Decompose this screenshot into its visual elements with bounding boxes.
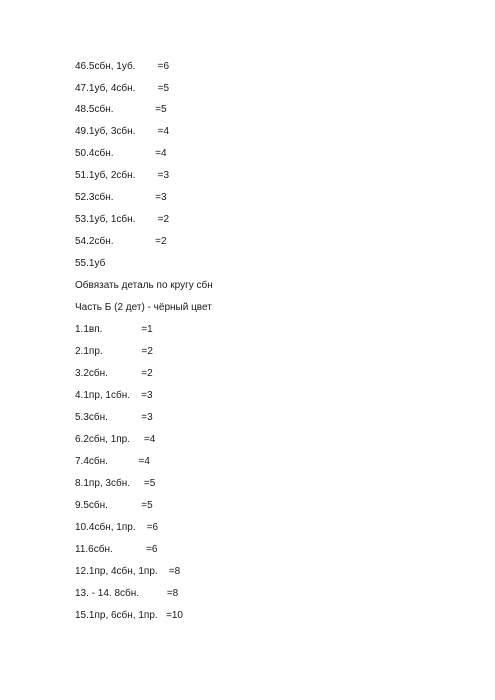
text-line: 12.1пр, 4сбн, 1пр. =8	[75, 566, 181, 577]
text-line: 11.6сбн. =6	[75, 544, 158, 555]
text-line: 50.4сбн. =4	[75, 148, 167, 159]
section-heading: Часть Б (2 дет) - чёрный цвет	[75, 302, 212, 313]
text-line: 8.1пр, 3сбн. =5	[75, 478, 156, 489]
text-line: 47.1уб, 4сбн. =5	[75, 83, 170, 94]
section-instruction: Обвязать деталь по кругу сбн	[75, 280, 213, 291]
text-line: 53.1уб, 1сбн. =2	[75, 214, 170, 225]
text-line: 5.3сбн. =3	[75, 412, 153, 423]
text-line: 15.1пр, 6сбн, 1пр. =10	[75, 610, 183, 621]
text-line: 52.3сбн. =3	[75, 192, 167, 203]
text-line: 9.5сбн. =5	[75, 500, 153, 511]
text-line: 48.5сбн. =5	[75, 104, 167, 115]
text-line: 51.1уб, 2сбн. =3	[75, 170, 170, 181]
text-line: 54.2сбн. =2	[75, 236, 167, 247]
text-line: 4.1пр, 1сбн. =3	[75, 390, 153, 401]
text-line: 49.1уб, 3сбн. =4	[75, 126, 170, 137]
text-line: 3.2сбн. =2	[75, 368, 153, 379]
text-line: 2.1пр. =2	[75, 346, 153, 357]
text-line: 46.5сбн, 1уб. =6	[75, 61, 170, 72]
text-line: 10.4сбн, 1пр. =6	[75, 522, 159, 533]
text-line: 13. - 14. 8сбн. =8	[75, 588, 179, 599]
text-line: 1.1вп. =1	[75, 324, 153, 335]
text-line: 55.1уб	[75, 258, 106, 269]
text-line: 6.2сбн, 1пр. =4	[75, 434, 156, 445]
text-line: 7.4сбн. =4	[75, 456, 150, 467]
